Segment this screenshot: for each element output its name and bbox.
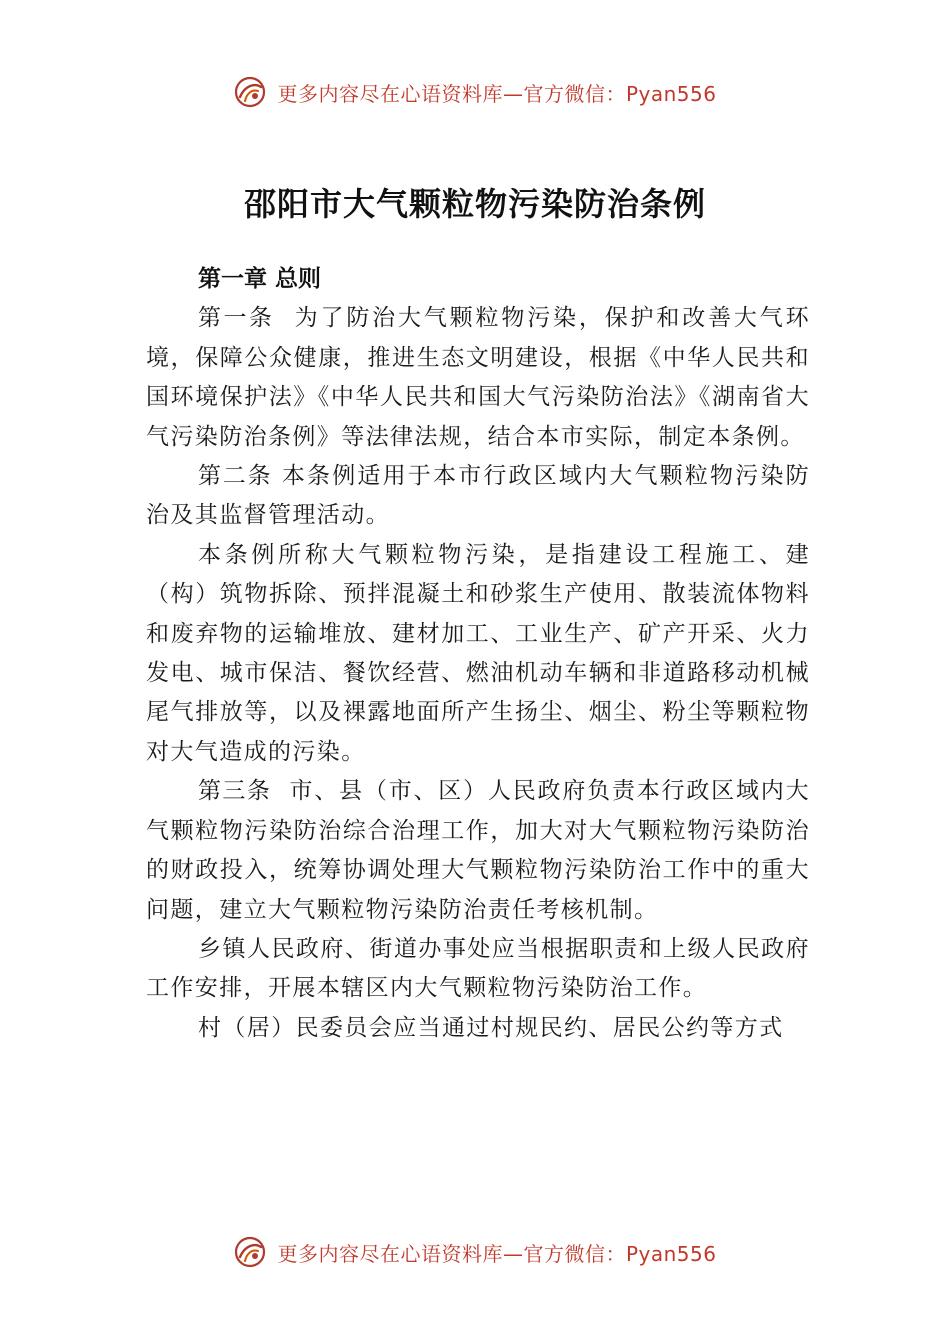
watermark-text: 更多内容尽在心语资料库—官方微信：Pyan556 [277, 81, 717, 106]
library-logo-icon [233, 75, 267, 109]
article-text: 市、县（市、区）人民政府负责本行政区域内大气颗粒物污染防治综合治理工作，加大对大气颗粒物污染防治的财政投入，统筹协调处理大气颗粒物污染防治工作中的重大问题，建立大气颗粒物污染防治责任考核机制。 [146, 778, 810, 923]
footer-watermark [0, 1230, 950, 1274]
document-title: 邵阳市大气颗粒物污染防治条例 [243, 185, 706, 224]
article-label: 第一条 [198, 305, 275, 332]
article-3-clause-2: 乡镇人民政府、街道办事处应当根据职责和上级人民政府工作安排，开展本辖区内大气颗粒物污染防治工作。 [146, 935, 810, 1002]
chapter-heading: 第一章 总则 [198, 266, 322, 292]
watermark-text: 更多内容尽在心语资料库—官方微信：Pyan556 [277, 1241, 717, 1266]
article-2-clause-2: 本条例所称大气颗粒物污染，是指建设工程施工、建（构）筑物拆除、预拌混凝土和砂浆生产使用、散装流体物料和废弃物的运输堆放、建材加工、工业生产、矿产开采、火力发电、城市保洁、餐饮经营、燃油机动车辆和非道路移动机械尾气排放等，以及裸露地面所产生扬尘、烟尘、粉尘等颗粒物对大气造成的污染。 [146, 541, 810, 765]
article-label: 第三条 [198, 778, 272, 805]
article-3-clause-3: 村（居）民委员会应当通过村规民约、居民公约等方式 [198, 1014, 784, 1041]
library-logo-icon [233, 1235, 267, 1269]
header-watermark [0, 70, 950, 114]
article-1 [146, 299, 810, 457]
article-text: 本条例适用于本市行政区域内大气颗粒物污染防治及其监督管理活动。 [146, 463, 810, 529]
article-label: 第二条 [198, 463, 273, 490]
article-3 [146, 772, 810, 930]
article-2 [146, 457, 810, 536]
article-text: 为了防治大气颗粒物污染，保护和改善大气环境，保障公众健康，推进生态文明建设，根据《中华人民共和国环境保护法》《中华人民共和国大气污染防治法》《湖南省大气污染防治条例》等法律法规，结合本市实际，制定本条例。 [146, 305, 811, 450]
document-body [146, 260, 810, 1048]
